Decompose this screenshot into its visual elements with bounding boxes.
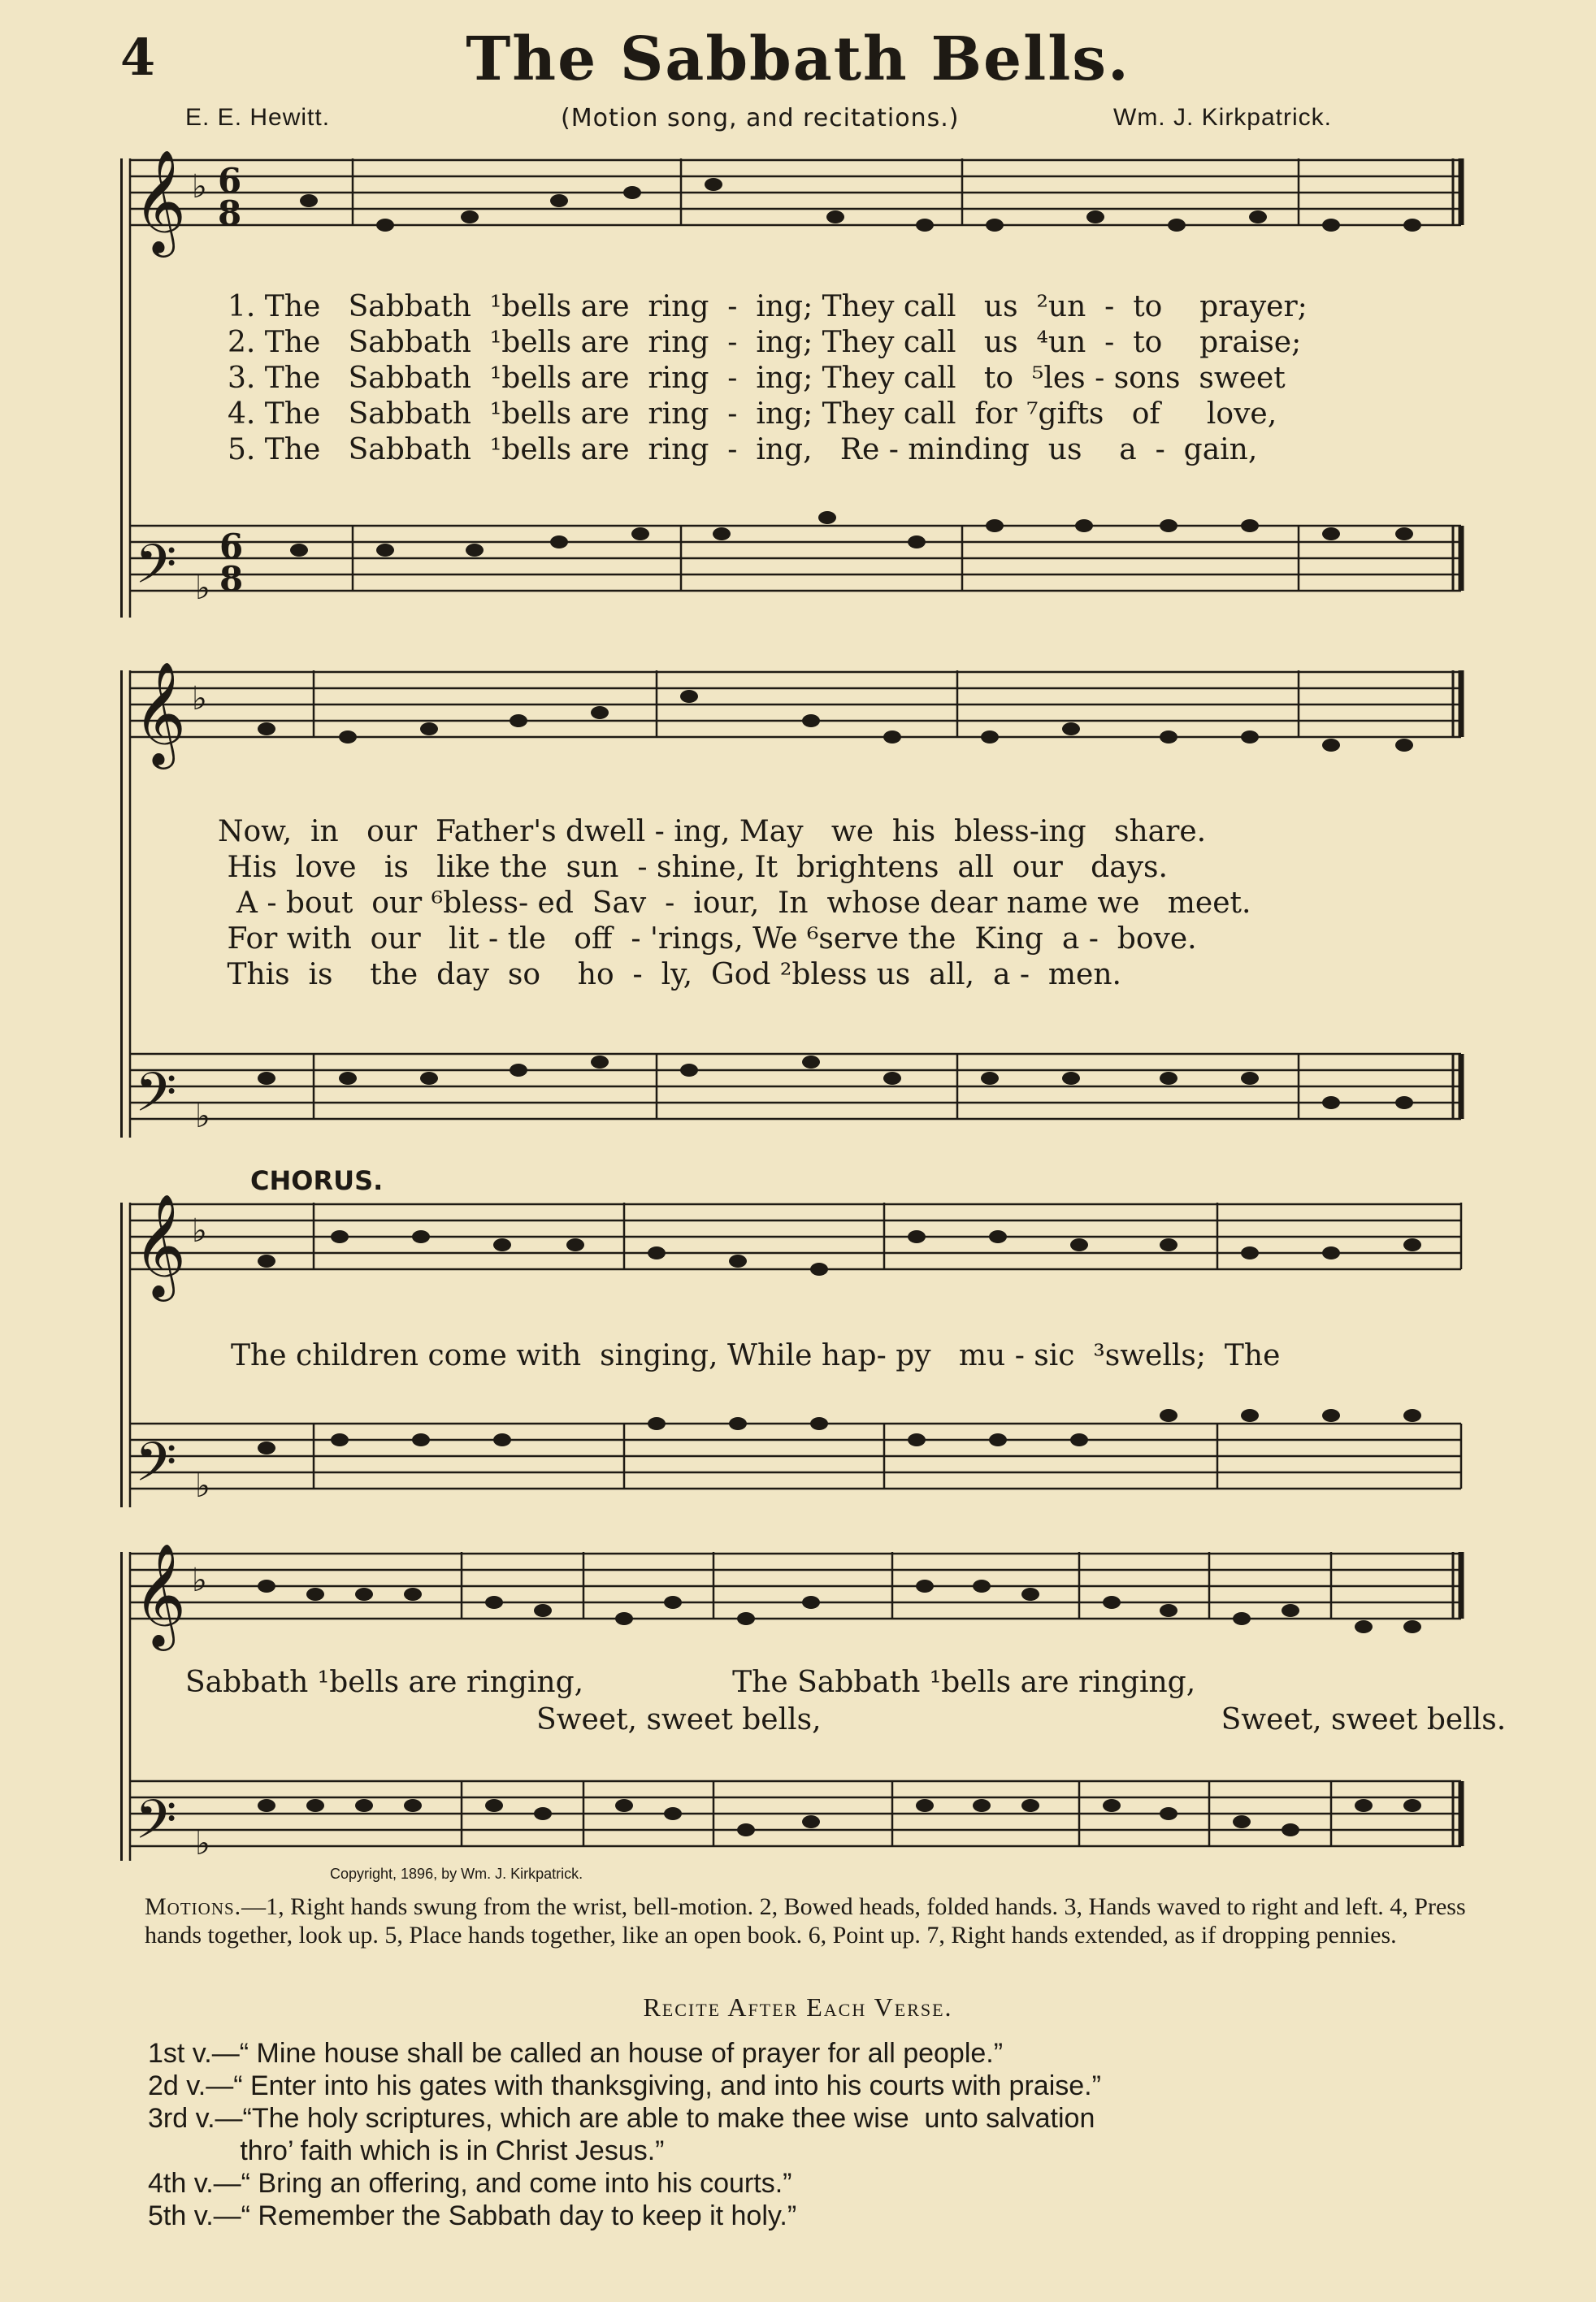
svg-text:♭: ♭ [195, 569, 210, 607]
svg-text:𝄞: 𝄞 [133, 150, 187, 253]
svg-text:𝄢: 𝄢 [135, 1788, 177, 1864]
verse-3-line-1: 3. The Sabbath ¹bells are ring - ing; They call to ⁵les - sons sweet [228, 362, 1286, 395]
chorus-line-3: Sweet, sweet bells, Sweet, sweet bells. [536, 1703, 1507, 1736]
svg-text:𝄢: 𝄢 [135, 1061, 177, 1137]
verse-4-line-1: 4. The Sabbath ¹bells are ring - ing; They call for ⁷gifts of love, [228, 397, 1277, 431]
verse-1-line-2: Now, in our Father's dwell - ing, May we his bless-ing share. [218, 815, 1207, 848]
svg-text:♭: ♭ [195, 1097, 210, 1135]
chorus-line-2: Sabbath ¹bells are ringing, The Sabbath ¹bells are ringing, [185, 1666, 1196, 1699]
svg-text:𝄞: 𝄞 [133, 662, 187, 765]
author-credit: E. E. Hewitt. [185, 104, 331, 131]
svg-text:𝄢: 𝄢 [135, 533, 177, 609]
svg-text:♭: ♭ [192, 167, 207, 206]
motions-label: Motions. [145, 1893, 242, 1920]
recitation-3-continued: thro’ faith which is in Christ Jesus.” [148, 2135, 665, 2166]
recitation-3: 3rd v.—“The holy scriptures, which are able to make thee wise unto salvation [148, 2103, 1095, 2134]
svg-text:♭: ♭ [195, 1467, 210, 1505]
chorus-label: CHORUS. [250, 1165, 384, 1196]
recitation-5: 5th v.—“ Remember the Sabbath day to keep it holy.” [148, 2200, 797, 2231]
svg-text:♭: ♭ [192, 679, 207, 717]
composer-credit: Wm. J. Kirkpatrick. [1113, 104, 1333, 131]
svg-text:♭: ♭ [192, 1212, 207, 1250]
recitation-4: 4th v.—“ Bring an offering, and come into his courts.” [148, 2168, 792, 2199]
recitation-1: 1st v.—“ Mine house shall be called an house of prayer for all people.” [148, 2038, 1004, 2069]
motions-instructions [145, 1893, 1477, 1949]
copyright-notice: Copyright, 1896, by Wm. J. Kirkpatrick. [330, 1866, 583, 1882]
verse-1-line-1: 1. The Sabbath ¹bells are ring - ing; They call us ²un - to prayer; [228, 290, 1308, 323]
verse-2-line-1: 2. The Sabbath ¹bells are ring - ing; They call us ⁴un - to praise; [228, 326, 1302, 359]
svg-text:𝄢: 𝄢 [135, 1431, 177, 1506]
svg-text:♭: ♭ [195, 1824, 210, 1862]
verse-5-line-1: 5. The Sabbath ¹bells are ring - ing, Re - minding us a - gain, [228, 433, 1258, 466]
verse-5-line-2: This is the day so ho - ly, God ²bless us all, a - men. [218, 958, 1121, 991]
hymn-title: The Sabbath Bells. [466, 24, 1130, 94]
chorus-line-1: The children come with singing, While hap- py mu - sic ³swells; The [231, 1339, 1281, 1372]
svg-text:6: 6 [218, 161, 242, 201]
recitation-2: 2d v.—“ Enter into his gates with thanksgiving, and into his courts with praise.” [148, 2070, 1101, 2101]
svg-text:6: 6 [219, 527, 244, 566]
svg-text:8: 8 [218, 193, 242, 233]
page-number: 4 [120, 28, 156, 87]
verse-3-line-2: A - bout our ⁶bless- ed Sav - iour, In whose dear name we meet. [218, 887, 1251, 920]
svg-text:8: 8 [219, 559, 244, 599]
verse-4-line-2: For with our lit - tle off - 'rings, We ⁶serve the King a - bove. [218, 922, 1197, 956]
subtitle: (Motion song, and recitations.) [561, 104, 960, 132]
svg-text:𝄞: 𝄞 [133, 1194, 187, 1297]
recite-heading: Recite After Each Verse. [643, 1992, 953, 2022]
svg-text:♭: ♭ [192, 1561, 207, 1599]
motions-text: —1, Right hands swung from the wrist, bell-motion. 2, Bowed heads, folded hands. 3, Hands waved to right and left. 4, Press hands together, look up. 5, Place hands together, like an open book. 6, Point up. 7, Right hands extended, as if dropping pennies. [145, 1893, 1466, 1949]
verse-2-line-2: His love is like the sun - shine, It brightens all our days. [218, 851, 1168, 884]
svg-text:𝄞: 𝄞 [133, 1544, 187, 1646]
